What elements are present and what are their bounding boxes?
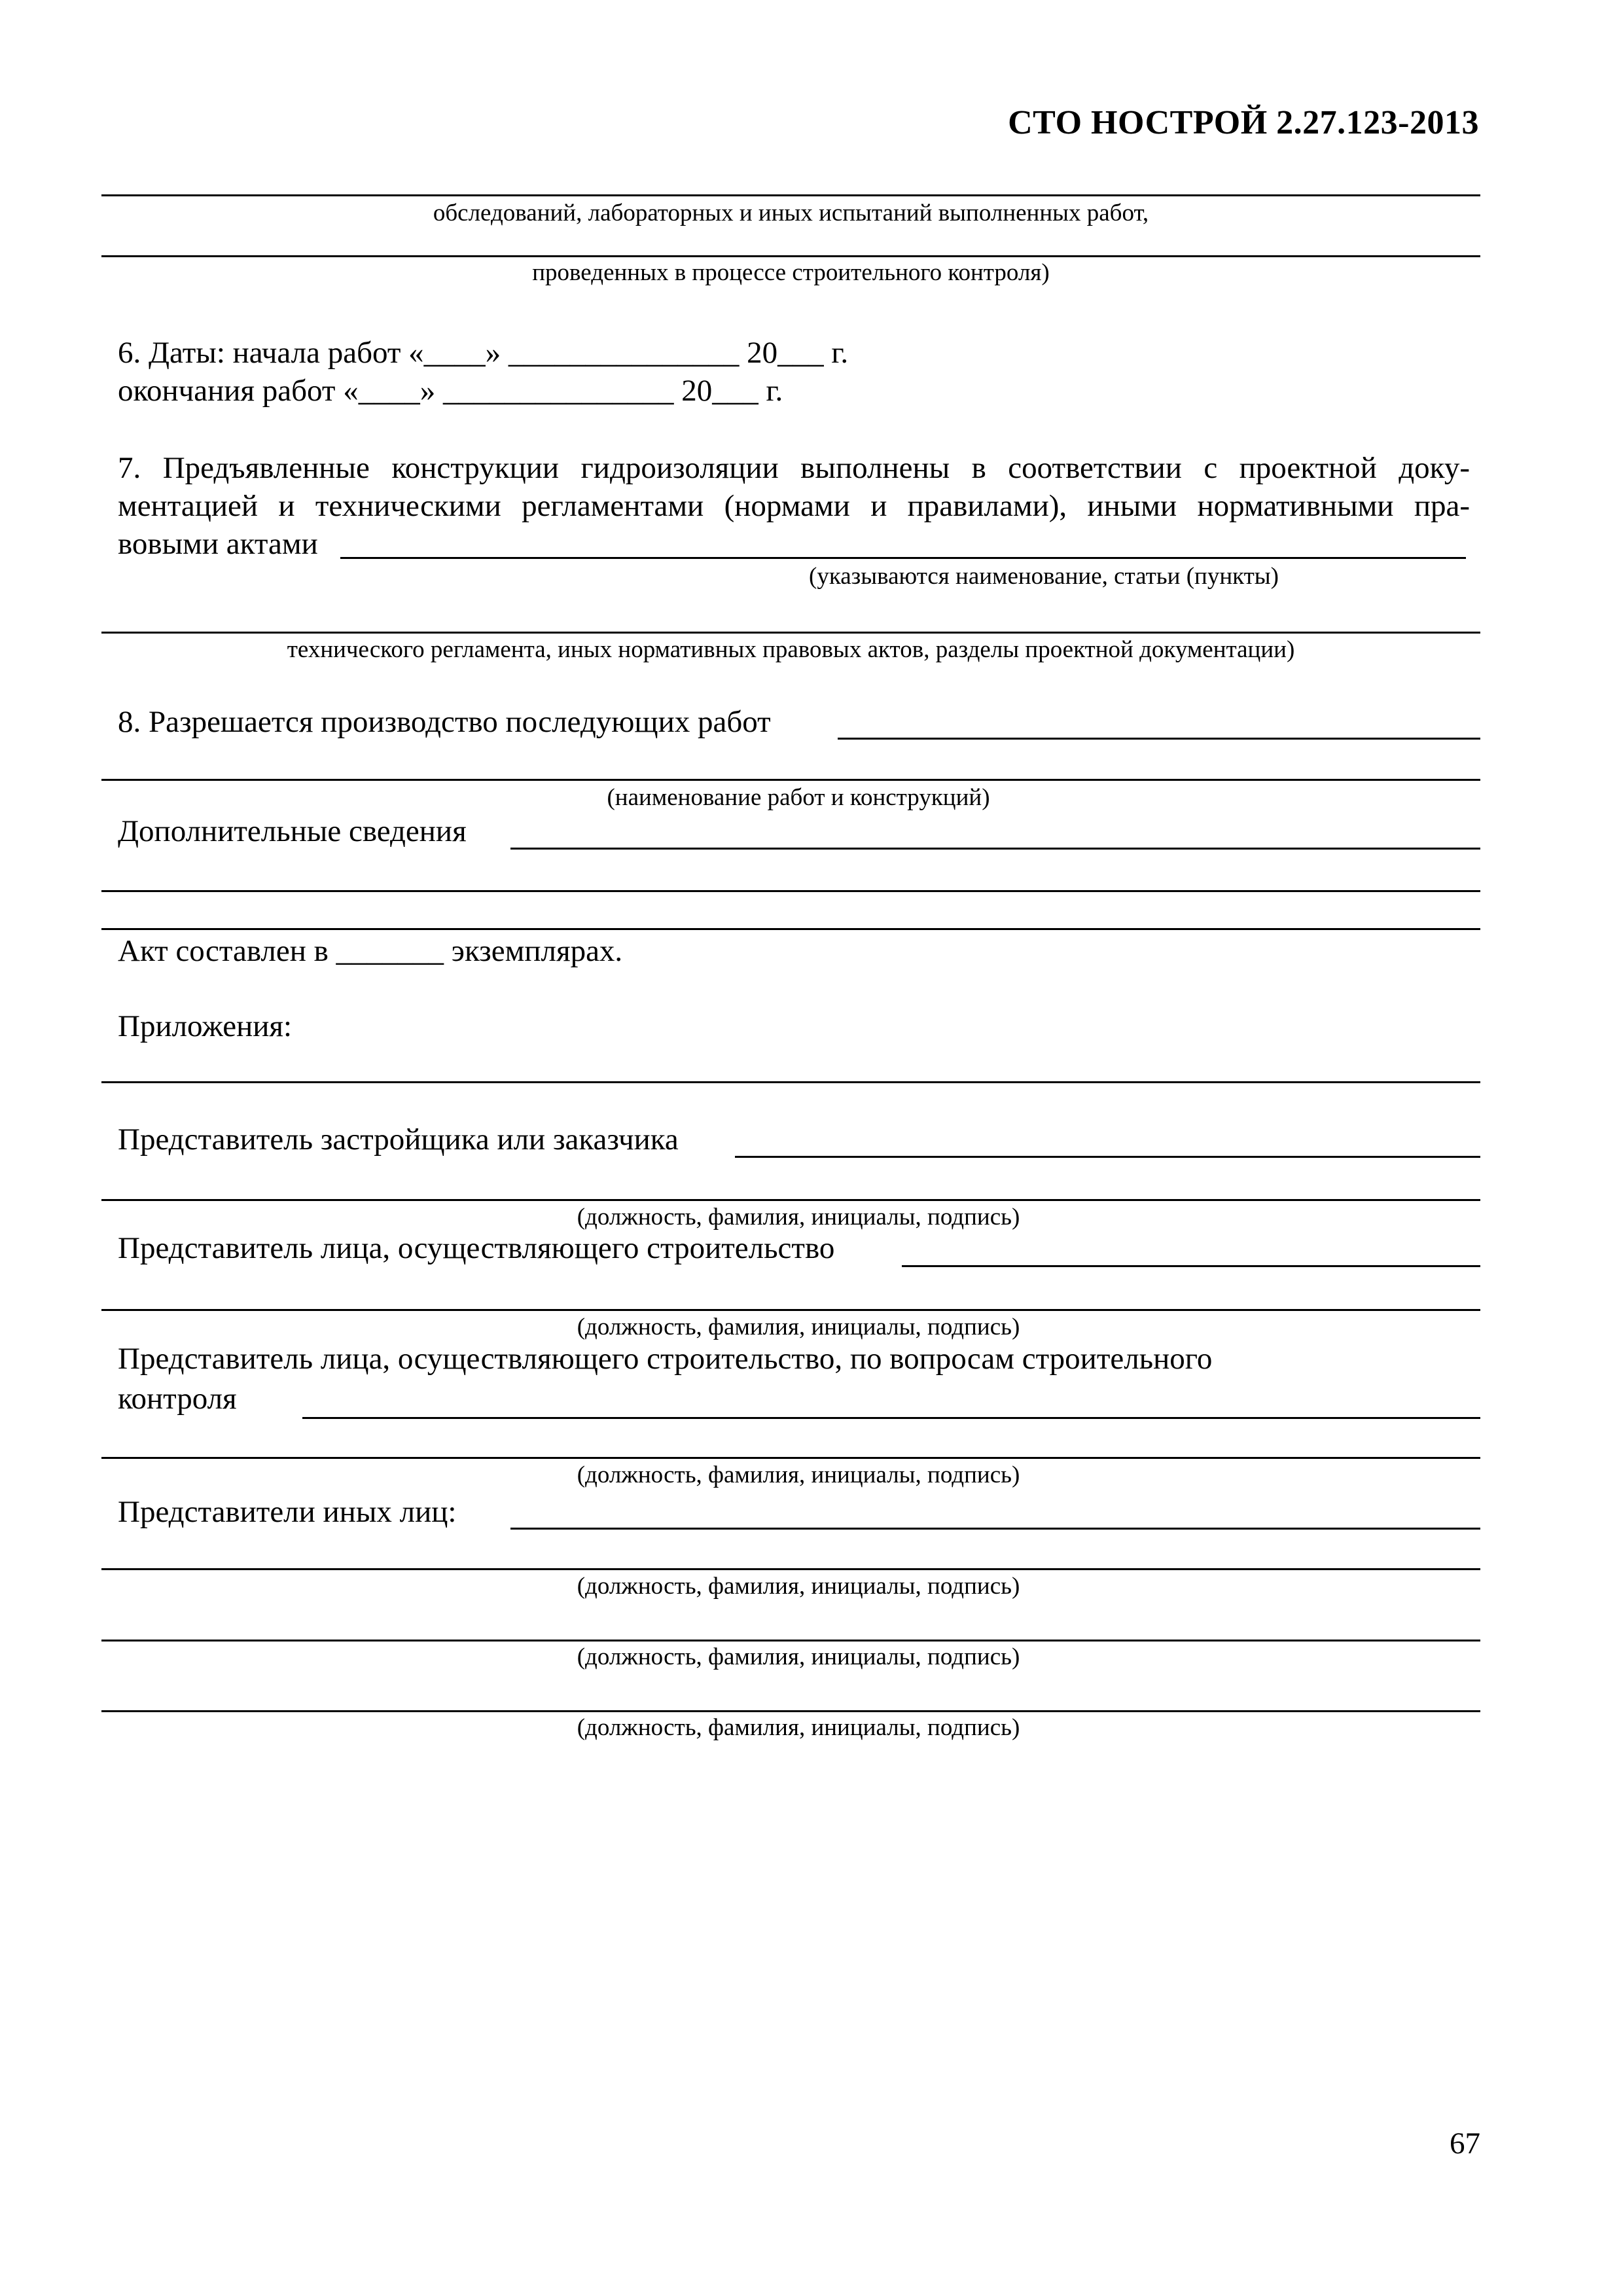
caption-inspections: обследований, лабораторных и иных испытаний выполненных работ, bbox=[433, 200, 1149, 226]
form-line[interactable] bbox=[101, 1640, 1480, 1641]
developer-representative-label: Представитель застройщика или заказчика bbox=[118, 1122, 679, 1157]
form-line[interactable] bbox=[101, 1081, 1480, 1083]
signature-caption: (должность, фамилия, инициалы, подпись) bbox=[577, 1462, 1020, 1488]
control-representative-label-line2: контроля bbox=[118, 1382, 237, 1416]
item6-start-date: 6. Даты: начала работ «____» _______________ 20___ г. bbox=[118, 336, 849, 370]
item7-line3: вовыми актами bbox=[118, 527, 318, 561]
form-line[interactable] bbox=[101, 890, 1480, 892]
signature-caption: (должность, фамилия, инициалы, подпись) bbox=[577, 1643, 1020, 1670]
form-line[interactable] bbox=[101, 1199, 1480, 1201]
item7-fill-line[interactable] bbox=[340, 557, 1466, 559]
developer-representative-fill-line[interactable] bbox=[735, 1156, 1480, 1158]
signature-caption: (должность, фамилия, инициалы, подпись) bbox=[577, 1314, 1020, 1340]
other-representatives-label: Представители иных лиц: bbox=[118, 1495, 457, 1529]
form-line[interactable] bbox=[101, 632, 1480, 634]
form-line[interactable] bbox=[101, 779, 1480, 781]
form-line[interactable] bbox=[101, 1309, 1480, 1311]
form-line[interactable] bbox=[101, 1710, 1480, 1712]
page-number: 67 bbox=[1450, 2126, 1480, 2161]
signature-caption: (должность, фамилия, инициалы, подпись) bbox=[577, 1714, 1020, 1741]
form-line bbox=[101, 194, 1480, 196]
control-representative-label-line1: Представитель лица, осуществляющего строительство, по вопросам строительного bbox=[118, 1342, 1213, 1376]
builder-representative-label: Представитель лица, осуществляющего строительство bbox=[118, 1231, 835, 1265]
additional-info-fill-line[interactable] bbox=[510, 848, 1480, 850]
form-line bbox=[101, 255, 1480, 257]
form-line[interactable] bbox=[101, 928, 1480, 930]
builder-representative-fill-line[interactable] bbox=[902, 1265, 1480, 1267]
signature-caption: (должность, фамилия, инициалы, подпись) bbox=[577, 1204, 1020, 1230]
document-code-header: СТО НОСТРОЙ 2.27.123-2013 bbox=[1008, 104, 1479, 141]
caption-construction-control: проведенных в процессе строительного контроля) bbox=[532, 259, 1050, 286]
additional-info-label: Дополнительные сведения bbox=[118, 814, 467, 848]
item8-caption: (наименование работ и конструкций) bbox=[607, 784, 990, 811]
control-representative-fill-line[interactable] bbox=[302, 1417, 1480, 1419]
item7-line1: 7. Предъявленные конструкции гидроизоляции выполнены в соответствии с проектной доку- bbox=[118, 451, 1470, 485]
other-representatives-fill-line[interactable] bbox=[510, 1528, 1480, 1530]
item8-fill-line[interactable] bbox=[838, 738, 1480, 740]
item7-caption1: (указываются наименование, статьи (пункты) bbox=[809, 563, 1279, 590]
item8-label: 8. Разрешается производство последующих работ bbox=[118, 705, 771, 739]
copies-text: Акт составлен в _______ экземплярах. bbox=[118, 934, 623, 968]
signature-caption: (должность, фамилия, инициалы, подпись) bbox=[577, 1573, 1020, 1600]
form-line[interactable] bbox=[101, 1457, 1480, 1459]
item7-line2: ментацией и техническими регламентами (нормами и правилами), иными нормативными пра- bbox=[118, 489, 1470, 523]
form-line[interactable] bbox=[101, 1568, 1480, 1570]
item7-caption2: технического регламента, иных нормативных правовых актов, разделы проектной документации) bbox=[287, 636, 1295, 663]
item6-end-date: окончания работ «____» _______________ 20___ г. bbox=[118, 374, 783, 408]
attachments-label: Приложения: bbox=[118, 1009, 293, 1043]
